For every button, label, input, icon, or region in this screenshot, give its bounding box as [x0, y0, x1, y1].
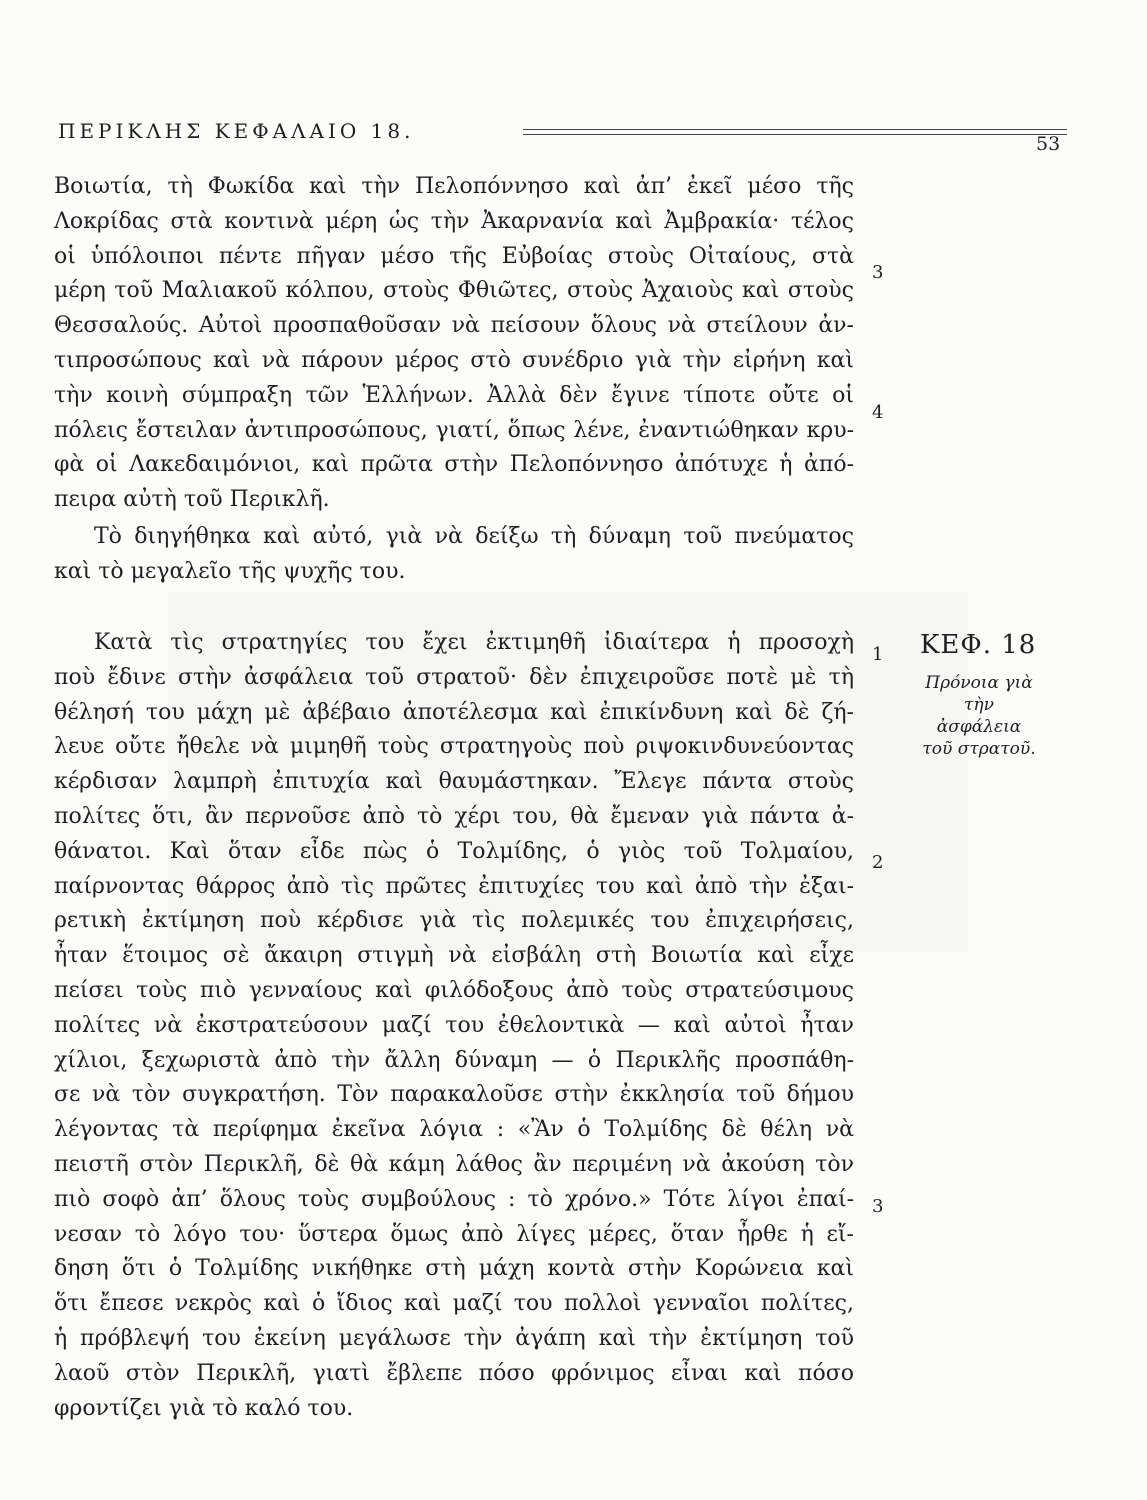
text-line: ὅτι ἔπεσε νεκρὸς καὶ ὁ ἴδιος καὶ μαζί του πολλοὶ γενναῖοι πολίτες, [54, 1291, 854, 1317]
text-line: μέρη τοῦ Μαλιακοῦ κόλπου, στοὺς Φθιῶτες, στοὺς Ἀχαιοὺς καὶ στοὺς [54, 278, 854, 304]
text-line: Λοκρίδας στὰ κοντινὰ μέρη ὡς τὴν Ἀκαρνανία καὶ Ἀμβρακία· τέλος [54, 208, 854, 234]
text-line: σε νὰ τὸν συγκρατήση. Τὸν παρακαλοῦσε στὴν ἐκκλησία τοῦ δήμου [54, 1082, 854, 1108]
text-line: νεσαν τὸ λόγο του· ὕστερα ὅμως ἀπὸ λίγες μέρες, ὅταν ἦρθε ἡ εἴ- [54, 1221, 854, 1247]
paragraph [54, 170, 854, 518]
margin-section-number: 3 [872, 1196, 884, 1217]
text-line: πολίτες νὰ ἐκστρατεύσουν μαζί του ἐθελοντικὰ — καὶ αὐτοὶ ἦταν [54, 1012, 854, 1038]
margin-section-number: 4 [872, 402, 884, 423]
text-line: θάνατοι. Καὶ ὅταν εἶδε πὼς ὁ Τολμίδης, ὁ γιὸς τοῦ Τολμαίου, [54, 838, 854, 864]
text-line: πολίτες ὅτι, ἂν περνοῦσε ἀπὸ τὸ χέρι του, θὰ ἔμεναν γιὰ πάντα ἀ- [54, 803, 854, 829]
text-line: τὴν κοινὴ σύμπραξη τῶν Ἑλλήνων. Ἀλλὰ δὲν ἔγινε τίποτε οὔτε οἱ [54, 382, 854, 408]
text-line: τιπροσώπους καὶ νὰ πάρουν μέρος στὸ συνέδριο γιὰ τὴν εἰρήνη καὶ [54, 347, 854, 373]
text-line: λαοῦ στὸν Περικλῆ, γιατὶ ἔβλεπε πόσο φρόνιμος εἶναι καὶ πόσο [54, 1360, 854, 1386]
text-line: λέγοντας τὰ περίφημα ἐκεῖνα λόγια : «Ἂν ὁ Τολμίδης δὲ θέλη νὰ [54, 1117, 854, 1143]
text-line: πειστῆ στὸν Περικλῆ, δὲ θὰ κάμη λάθος ἂν περιμένη νὰ ἀκούση τὸν [54, 1151, 854, 1177]
margin-section-number: 3 [872, 262, 884, 283]
text-line: Θεσσαλούς. Αὐτοὶ προσπαθοῦσαν νὰ πείσουν ὅλους νὰ στείλουν ἀν- [54, 313, 854, 339]
text-line: οἱ ὑπόλοιποι πέντε πῆγαν μέσο τῆς Εὐβοίας στοὺς Οἰταίους, στὰ [54, 243, 854, 269]
text-line: λευε οὔτε ἤθελε νὰ μιμηθῆ τοὺς στρατηγοὺς ποὺ ριψοκινδυνεύοντας [54, 734, 854, 760]
text-line: Τὸ διηγήθηκα καὶ αὐτό, γιὰ νὰ δείξω τὴ δύναμη τοῦ πνεύματος [94, 524, 854, 549]
margin-section-number: 2 [872, 852, 884, 873]
page-number: 53 [1036, 133, 1061, 155]
text-line: θέλησή του μάχη μὲ ἀβέβαιο ἀποτέλεσμα καὶ ἐπικίνδυνη καὶ δὲ ζή- [54, 699, 854, 725]
sidenote-title: ΚΕΦ. 18 [920, 630, 1037, 660]
chapter-sidenote [920, 630, 1060, 760]
paragraph [54, 626, 854, 1426]
text-line: κέρδισαν λαμπρὴ ἐπιτυχία καὶ θαυμάστηκαν. Ἔλεγε πάντα στοὺς [54, 769, 854, 795]
header-rule [523, 134, 1067, 135]
header-rule [523, 129, 1067, 130]
text-line: Βοιωτία, τὴ Φωκίδα καὶ τὴν Πελοπόννησο καὶ ἀπ’ ἐκεῖ μέσο τῆς [54, 174, 854, 199]
text-line: ποὺ ἔδινε στὴν ἀσφάλεια τοῦ στρατοῦ· δὲν ἐπιχειροῦσε ποτὲ μὲ τὴ [54, 664, 854, 690]
text-line: χίλιοι, ξεχωριστὰ ἀπὸ τὴν ἄλλη δύναμη — ὁ Περικλῆς προσπάθη- [54, 1047, 854, 1073]
text-line: πόλεις ἔστειλαν ἀντιπροσώπους, γιατί, ὅπως λένε, ἐναντιώθηκαν κρυ- [54, 417, 854, 443]
text-line: πιὸ σοφὸ ἀπ’ ὅλους τοὺς συμβούλους : τὸ χρόνο.» Τότε λίγοι ἐπαί- [54, 1186, 854, 1212]
text-line: ρετικὴ ἐκτίμηση ποὺ κέρδισε γιὰ τὶς πολεμικές του ἐπιχειρήσεις, [54, 908, 854, 934]
running-title: ΠΕΡΙΚΛΗΣ ΚΕΦΑΛΑΙΟ 18. [58, 119, 415, 143]
text-line: καὶ τὸ μεγαλεῖο τῆς ψυχῆς του. [54, 558, 406, 584]
paragraph [54, 520, 854, 590]
sidenote-subtitle: Πρόνοια γιὰ τὴν ἀσφάλεια τοῦ στρατοῦ. [922, 673, 1036, 759]
text-line: ἦταν ἕτοιμος σὲ ἄκαιρη στιγμὴ νὰ εἰσβάλη στὴ Βοιωτία καὶ εἶχε [54, 943, 854, 969]
text-line: ἡ πρόβλεψή του ἐκείνη μεγάλωσε τὴν ἀγάπη καὶ τὴν ἐκτίμηση τοῦ [54, 1325, 854, 1351]
text-line: φὰ οἱ Λακεδαιμόνιοι, καὶ πρῶτα στὴν Πελοπόννησο ἀπότυχε ἡ ἀπό- [54, 452, 854, 478]
text-line: δηση ὅτι ὁ Τολμίδης νικήθηκε στὴ μάχη κοντὰ στὴν Κορώνεια καὶ [54, 1256, 854, 1282]
text-line: πειρα αὐτὴ τοῦ Περικλῆ. [54, 487, 330, 513]
margin-section-number: 1 [872, 644, 884, 665]
text-line: πείσει τοὺς πιὸ γενναίους καὶ φιλόδοξους ἀπὸ τοὺς στρατεύσιμους [54, 977, 854, 1003]
text-line: παίρνοντας θάρρος ἀπὸ τὶς πρῶτες ἐπιτυχίες του καὶ ἀπὸ τὴν ἐξαι- [54, 873, 854, 899]
running-header [58, 115, 1078, 155]
text-line: φροντίζει γιὰ τὸ καλό του. [54, 1395, 354, 1421]
text-line: Κατὰ τὶς στρατηγίες του ἔχει ἐκτιμηθῆ ἰδιαίτερα ἡ προσοχὴ [94, 630, 854, 655]
